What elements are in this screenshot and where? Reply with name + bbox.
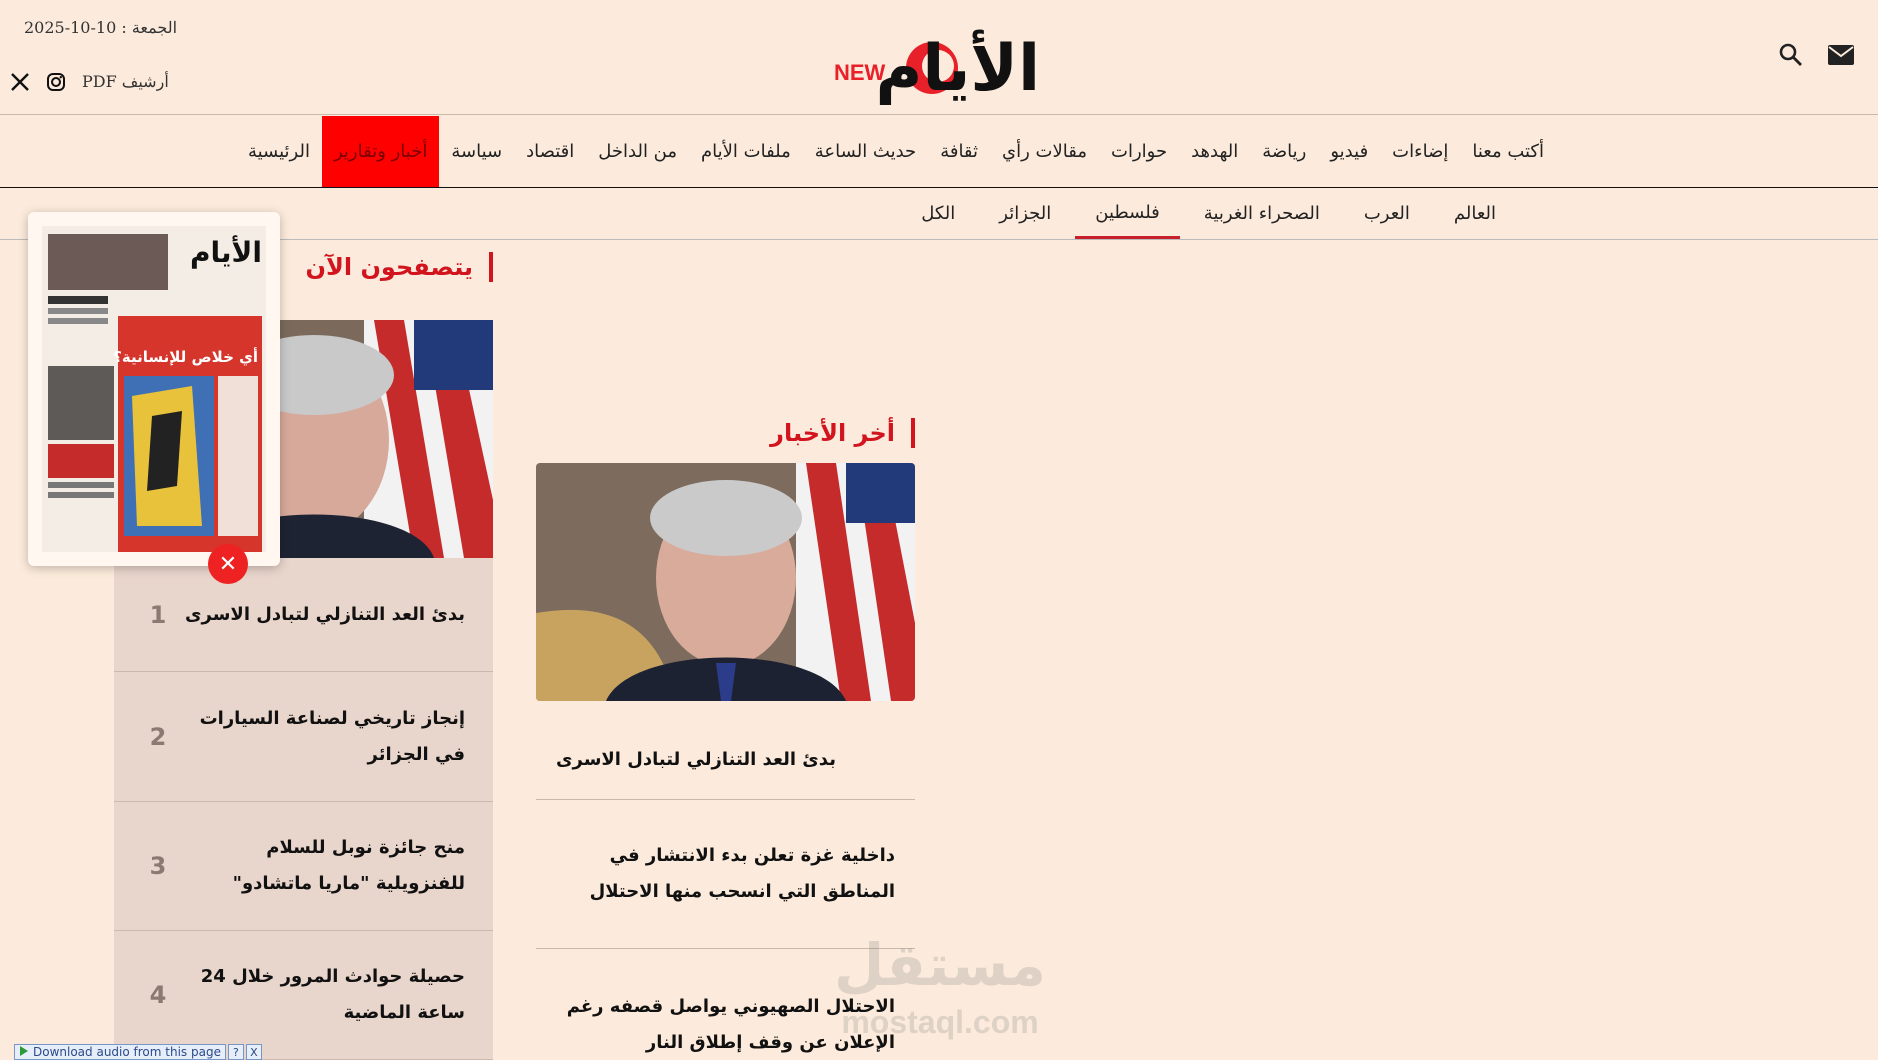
- rank-headline[interactable]: حصيلة حوادث المرور خلال 24 ساعة الماضية: [200, 966, 465, 1023]
- popup-masthead: الأيام: [190, 236, 262, 269]
- nav-item-hour-talk[interactable]: حديث الساعة: [814, 141, 917, 162]
- watermark-latin: mostaql.com: [841, 1004, 1039, 1040]
- list-item[interactable]: [114, 672, 493, 802]
- nav-item-economy[interactable]: اقتصاد: [526, 141, 575, 162]
- list-item[interactable]: [114, 802, 493, 931]
- rank-headline[interactable]: منح جائزة نوبل للسلام للفنزويلية "ماريا ماتشادو": [232, 837, 465, 894]
- watermark-arabic: مستقل: [833, 931, 1047, 999]
- logo-main-text: الأيام: [875, 32, 1040, 105]
- nav-item-sport[interactable]: رياضة: [1262, 141, 1307, 162]
- mostaql-watermark: [820, 925, 1060, 1045]
- rank-number: 3: [149, 852, 167, 880]
- list-item[interactable]: داخلية غزة تعلن بدء الانتشار في المناطق التي انسحب منها الاحتلال: [536, 800, 915, 949]
- list-item[interactable]: الاحتلال الصهيوني يواصل قصفه رغم الإعلان عن وقف إطلاق النار: [566, 996, 895, 1053]
- rank-number: 1: [149, 600, 167, 629]
- subnav-item-world[interactable]: العالم: [1453, 203, 1496, 224]
- list-item[interactable]: بدئ العد التنازلي لتبادل الاسرى: [536, 720, 915, 800]
- rank-number: 4: [149, 981, 167, 1009]
- instagram-icon[interactable]: [44, 70, 68, 94]
- social-links: [8, 70, 68, 94]
- nav-item-culture[interactable]: ثقافة: [940, 141, 979, 162]
- audio-help-button[interactable]: ?: [228, 1044, 244, 1060]
- subnav-item-algeria[interactable]: الجزائر: [999, 203, 1052, 224]
- list-item[interactable]: [114, 558, 493, 672]
- latest-news-title: أخر الأخبار: [770, 418, 915, 448]
- play-icon: [19, 1045, 29, 1059]
- list-item[interactable]: [114, 931, 493, 1060]
- logo-new-text: NEW: [834, 60, 886, 85]
- nav-item-politics[interactable]: سياسة: [451, 141, 503, 162]
- nav-item-opinion[interactable]: مقالات رأي: [1002, 141, 1087, 162]
- mail-icon[interactable]: [1826, 40, 1856, 70]
- search-icon[interactable]: [1776, 40, 1806, 70]
- latest-news-image[interactable]: [536, 463, 915, 701]
- pdf-archive-link[interactable]: أرشيف PDF: [82, 72, 169, 91]
- x-icon[interactable]: [8, 70, 32, 94]
- rank-headline[interactable]: بدئ العد التنازلي لتبادل الاسرى: [185, 603, 465, 625]
- top-bar: [0, 0, 1878, 115]
- nav-item-inside[interactable]: من الداخل: [598, 141, 678, 162]
- audio-close-button[interactable]: X: [246, 1044, 262, 1060]
- header-actions: [1776, 40, 1856, 70]
- subnav-item-all[interactable]: الكل: [921, 203, 956, 224]
- subnav-item-arabs[interactable]: العرب: [1363, 203, 1410, 224]
- download-audio-button[interactable]: [14, 1044, 226, 1060]
- trending-list: [114, 558, 493, 1060]
- download-audio-label: Download audio from this page: [33, 1045, 221, 1059]
- close-popup-button[interactable]: ✕: [208, 544, 248, 584]
- nav-item-hoopoe[interactable]: الهدهد: [1191, 141, 1239, 162]
- site-logo[interactable]: [832, 10, 1042, 105]
- nav-item-news-reports[interactable]: أخبار وتقارير: [322, 116, 439, 187]
- nav-item-files[interactable]: ملفات الأيام: [701, 141, 791, 162]
- current-date: الجمعة : 10-10-2025: [24, 18, 178, 37]
- main-navigation: [0, 116, 1878, 188]
- nav-item-home[interactable]: الرئيسية: [247, 141, 310, 162]
- popup-headline: أي خلاص للإنسانية؟: [113, 348, 258, 366]
- nav-item-interviews[interactable]: حوارات: [1111, 141, 1168, 162]
- nav-item-highlights[interactable]: إضاءات: [1392, 141, 1449, 162]
- nav-item-write-with-us[interactable]: أكتب معنا: [1472, 141, 1544, 162]
- pdf-edition-popup[interactable]: [28, 212, 280, 566]
- audio-download-bar: [14, 1044, 310, 1060]
- sub-navigation: [0, 188, 1878, 240]
- rank-number: 2: [149, 722, 167, 751]
- trending-title: يتصفحون الآن: [306, 252, 494, 282]
- subnav-item-western-sahara[interactable]: الصحراء الغربية: [1203, 203, 1320, 224]
- rank-headline[interactable]: إنجاز تاريخي لصناعة السيارات في الجزائر: [199, 707, 465, 765]
- subnav-item-palestine[interactable]: فلسطين: [1075, 188, 1180, 239]
- nav-item-video[interactable]: فيديو: [1330, 141, 1369, 162]
